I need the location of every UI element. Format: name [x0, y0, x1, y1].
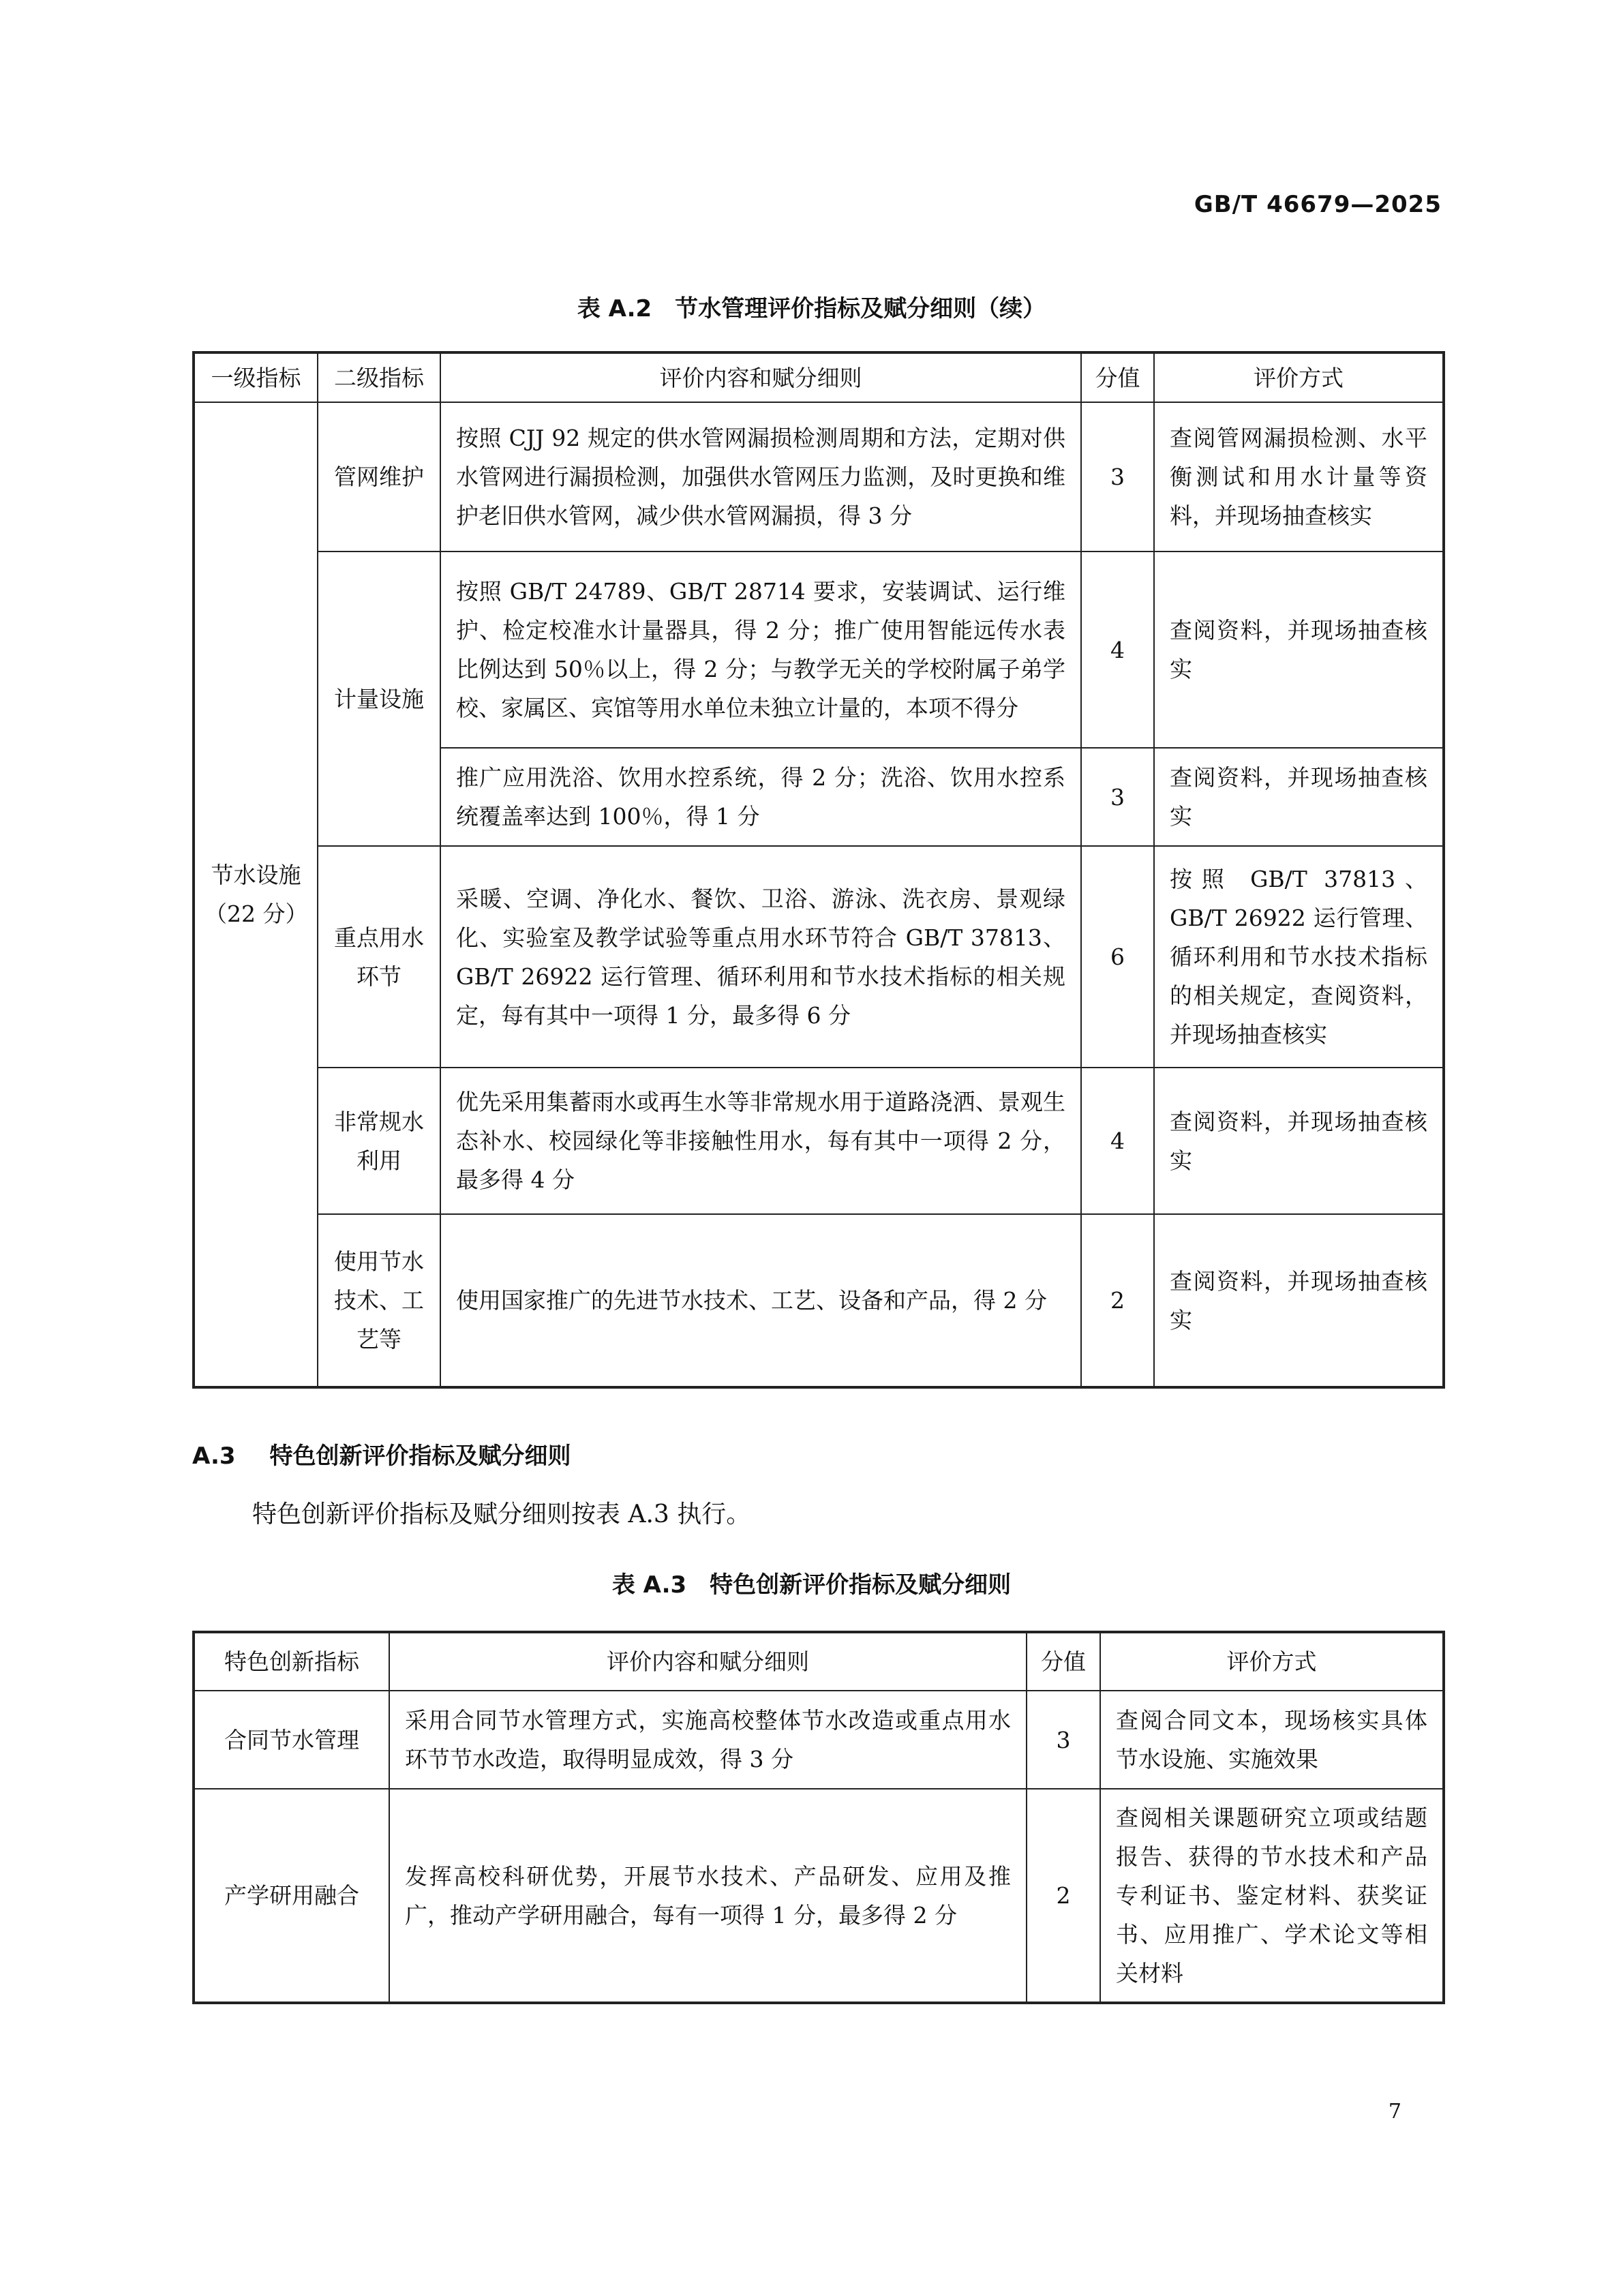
method-cell: 按照 GB/T 37813、GB/T 26922 运行管理、循环利用和节水技术指标的相关规定，查阅资料，并现场抽查核实: [1154, 846, 1444, 1068]
table-a3: [192, 1631, 1445, 2004]
table-header-row: [194, 1632, 1444, 1691]
header-cell: 分值: [1081, 352, 1154, 402]
table-row: [194, 1068, 1444, 1214]
level2-cell: 管网维护: [318, 402, 440, 552]
score-cell: 4: [1081, 1068, 1154, 1214]
header-cell: 评价方式: [1154, 352, 1444, 402]
header-cell: 评价方式: [1100, 1632, 1444, 1691]
table-row: [194, 1214, 1444, 1387]
level2-cell: 非常规水利用: [318, 1068, 440, 1214]
table-row: [194, 402, 1444, 552]
content-cell: 发挥高校科研优势，开展节水技术、产品研发、应用及推广，推动产学研用融合，每有一项得 1 分，最多得 2 分: [389, 1789, 1027, 2003]
indicator-cell: 合同节水管理: [194, 1691, 389, 1789]
table-row: [194, 846, 1444, 1068]
score-cell: 4: [1081, 552, 1154, 748]
content-cell: 推广应用洗浴、饮用水控系统，得 2 分；洗浴、饮用水控系统覆盖率达到 100％，得 1 分: [440, 748, 1081, 846]
content-cell: 优先采用集蓄雨水或再生水等非常规水用于道路浇洒、景观生态补水、校园绿化等非接触性用水，每有其中一项得 2 分，最多得 4 分: [440, 1068, 1081, 1214]
header-cell: 分值: [1027, 1632, 1100, 1691]
table-row: [194, 552, 1444, 748]
section-number: A.3: [192, 1442, 236, 1470]
method-cell: 查阅资料，并现场抽查核实: [1154, 1068, 1444, 1214]
table-a2: [192, 351, 1445, 1389]
level2-cell: 使用节水技术、工艺等: [318, 1214, 440, 1387]
method-cell: 查阅管网漏损检测、水平衡测试和用水计量等资料，并现场抽查核实: [1154, 402, 1444, 552]
section-heading: [192, 1437, 571, 1470]
table-a3-caption: 表 A.3 特色创新评价指标及赋分细则: [611, 1571, 1012, 1599]
method-cell: 查阅相关课题研究立项或结题报告、获得的节水技术和产品专利证书、鉴定材料、获奖证书、应用推广、学术论文等相关材料: [1100, 1789, 1444, 2003]
method-cell: 查阅合同文本，现场核实具体节水设施、实施效果: [1100, 1691, 1444, 1789]
level2-cell: 重点用水环节: [318, 846, 440, 1068]
header-cell: 一级指标: [194, 352, 318, 402]
content-cell: 使用国家推广的先进节水技术、工艺、设备和产品，得 2 分: [440, 1214, 1081, 1387]
table-row: [194, 1789, 1444, 2003]
score-cell: 3: [1027, 1691, 1100, 1789]
level2-cell: 计量设施: [318, 552, 440, 846]
table-header-row: [194, 352, 1444, 402]
score-cell: 3: [1081, 402, 1154, 552]
header-cell: 特色创新指标: [194, 1632, 389, 1691]
page-number: 7: [1388, 2100, 1401, 2124]
table-a2-caption: 表 A.2 节水管理评价指标及赋分细则（续）: [577, 295, 1046, 322]
indicator-cell: 产学研用融合: [194, 1789, 389, 2003]
standard-code: GB/T 46679—2025: [1194, 191, 1442, 218]
score-cell: 2: [1081, 1214, 1154, 1387]
header-cell: 二级指标: [318, 352, 440, 402]
score-cell: 6: [1081, 846, 1154, 1068]
method-cell: 查阅资料，并现场抽查核实: [1154, 1214, 1444, 1387]
method-cell: 查阅资料，并现场抽查核实: [1154, 552, 1444, 748]
level1-cell: 节水设施（22 分）: [194, 402, 318, 1387]
score-cell: 2: [1027, 1789, 1100, 2003]
header-cell: 评价内容和赋分细则: [389, 1632, 1027, 1691]
section-paragraph: 特色创新评价指标及赋分细则按表 A.3 执行。: [252, 1500, 751, 1528]
content-cell: 按照 CJJ 92 规定的供水管网漏损检测周期和方法，定期对供水管网进行漏损检测，加强供水管网压力监测，及时更换和维护老旧供水管网，减少供水管网漏损，得 3 分: [440, 402, 1081, 552]
header-cell: 评价内容和赋分细则: [440, 352, 1081, 402]
section-title: 特色创新评价指标及赋分细则: [269, 1442, 571, 1470]
content-cell: 按照 GB/T 24789、GB/T 28714 要求，安装调试、运行维护、检定校准水计量器具，得 2 分；推广使用智能远传水表比例达到 50％以上，得 2 分；与教学无关的学校附属子弟学校、家属区、宾馆等用水单位未独立计量的，本项不得分: [440, 552, 1081, 748]
table-row: [194, 1691, 1444, 1789]
method-cell: 查阅资料，并现场抽查核实: [1154, 748, 1444, 846]
content-cell: 采暖、空调、净化水、餐饮、卫浴、游泳、洗衣房、景观绿化、实验室及教学试验等重点用水环节符合 GB/T 37813、GB/T 26922 运行管理、循环利用和节水技术指标的相关规定，每有其中一项得 1 分，最多得 6 分: [440, 846, 1081, 1068]
score-cell: 3: [1081, 748, 1154, 846]
content-cell: 采用合同节水管理方式，实施高校整体节水改造或重点用水环节节水改造，取得明显成效，得 3 分: [389, 1691, 1027, 1789]
